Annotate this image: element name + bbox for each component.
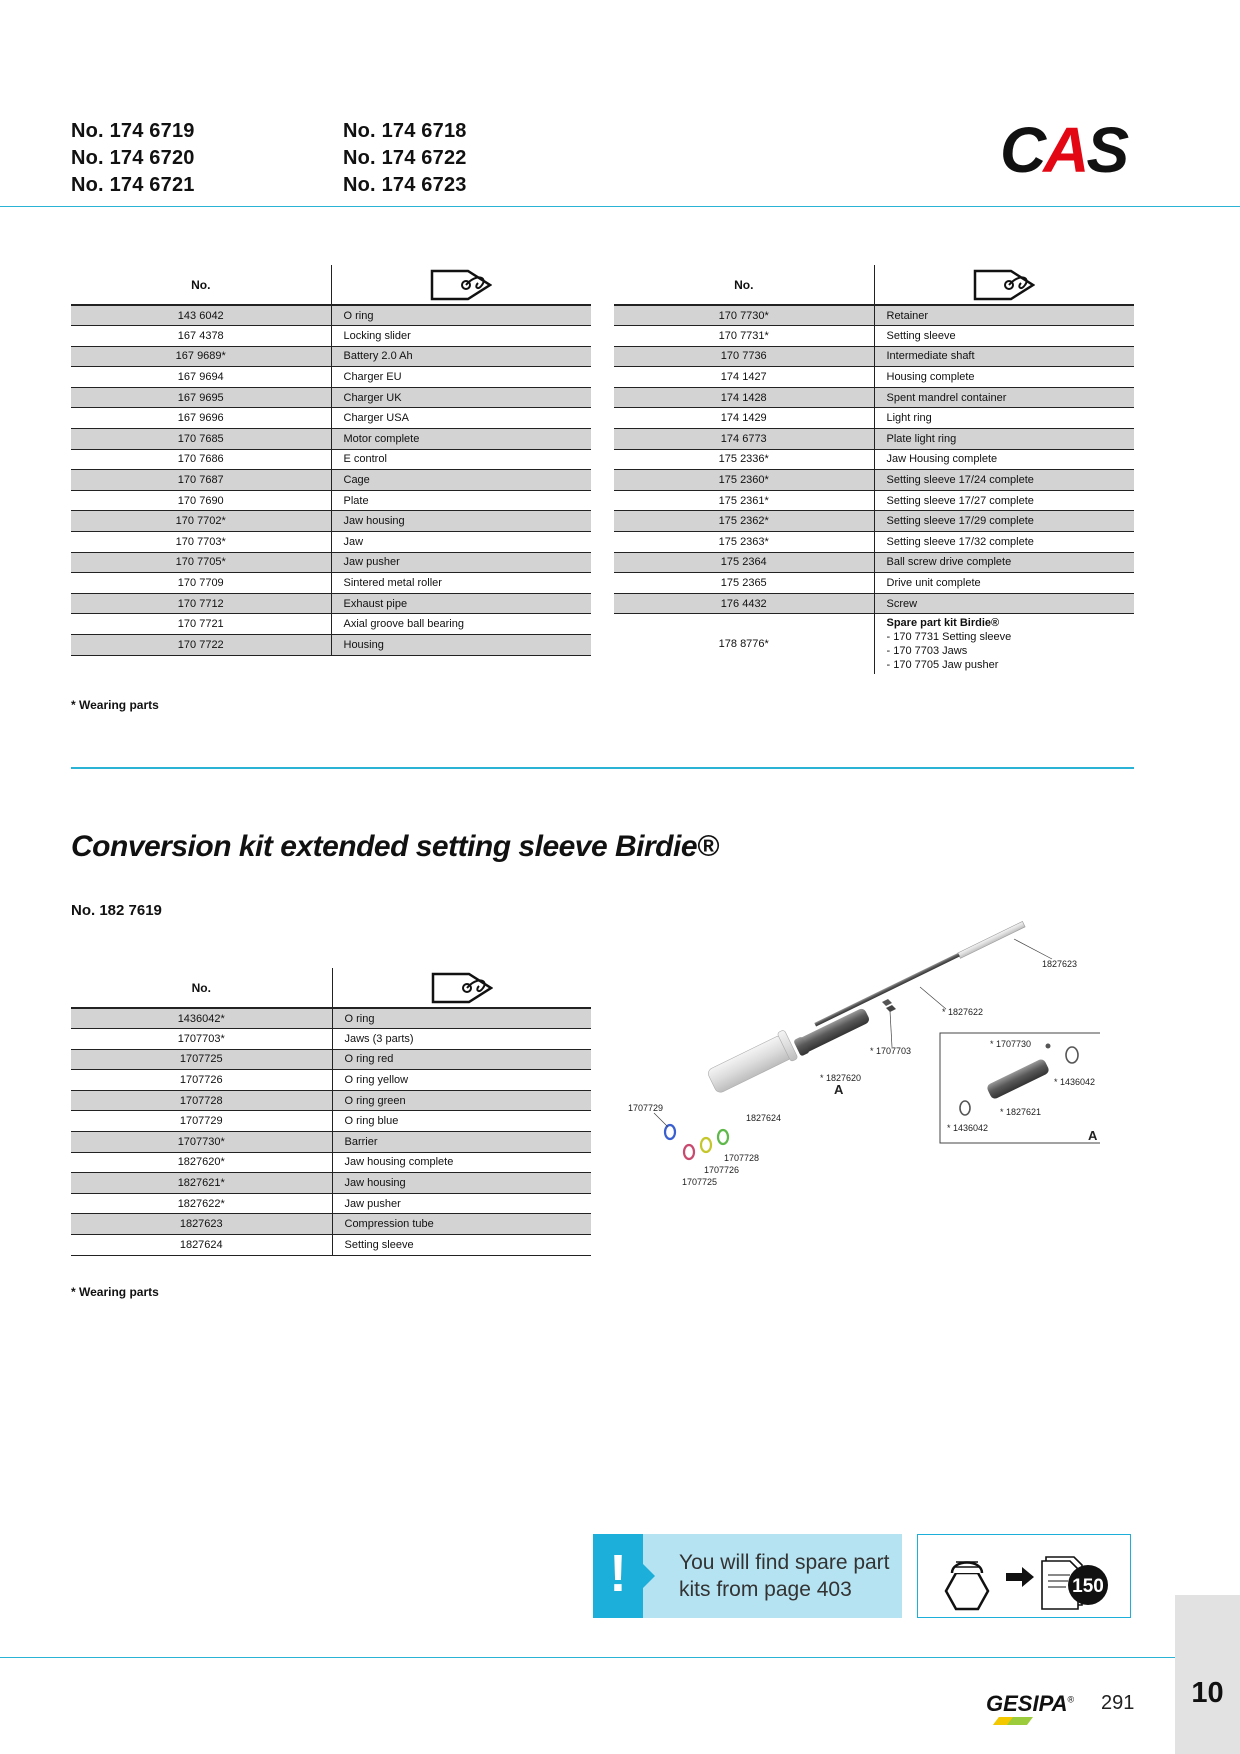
table-row — [614, 305, 1134, 326]
part-number: 170 7686 — [71, 449, 331, 470]
table-row — [71, 1173, 591, 1194]
part-description: Barrier — [332, 1132, 591, 1153]
part-number: 176 4432 — [614, 593, 874, 614]
part-description: O ring red — [332, 1049, 591, 1070]
gesipa-logo: GESIPA® — [986, 1691, 1075, 1716]
reference-page-number: 150 — [1072, 1576, 1104, 1597]
table-row-kit — [614, 614, 1134, 675]
table-row — [71, 367, 591, 388]
article-number: No. 174 6721 — [71, 174, 195, 196]
table-row — [71, 326, 591, 347]
table-row — [71, 593, 591, 614]
part-description: Jaw housing complete — [332, 1152, 591, 1173]
part-number: 170 7702* — [71, 511, 331, 532]
part-number: 170 7712 — [71, 593, 331, 614]
part-description: Axial groove ball bearing — [331, 614, 591, 635]
o-ring-blue-part — [665, 1125, 675, 1139]
table-row — [71, 1152, 591, 1173]
part-number: 170 7709 — [71, 573, 331, 594]
nut-to-catalog-icon — [918, 1535, 1132, 1619]
kit-line: - 170 7731 Setting sleeve — [886, 631, 1012, 644]
part-number: 170 7730* — [614, 305, 874, 326]
table-row — [614, 449, 1134, 470]
table-row — [71, 346, 591, 367]
o-ring-yellow-part — [701, 1138, 711, 1152]
part-number: 1827622* — [71, 1193, 332, 1214]
table-row — [71, 408, 591, 429]
part-number: 1827620* — [71, 1152, 332, 1173]
part-number: 174 6773 — [614, 429, 874, 450]
tag-icon — [431, 972, 493, 1004]
setting-sleeve-part — [705, 1030, 798, 1097]
part-number: 174 1429 — [614, 408, 874, 429]
col-header-description — [874, 265, 1134, 305]
spare-part-kits-info — [593, 1534, 902, 1618]
part-description: Screw — [874, 593, 1134, 614]
part-number: 175 2365 — [614, 573, 874, 594]
table-row — [71, 635, 591, 656]
tag-icon — [973, 269, 1035, 301]
part-number: 143 6042 — [71, 305, 331, 326]
part-number: 170 7685 — [71, 429, 331, 450]
table-row — [71, 470, 591, 491]
part-description: Plate light ring — [874, 429, 1134, 450]
table-row — [71, 1070, 591, 1091]
part-description: Housing — [331, 635, 591, 656]
col-header-no: No. — [71, 265, 331, 305]
part-description: Charger EU — [331, 367, 591, 388]
table-row — [614, 593, 1134, 614]
part-number: 1707703* — [71, 1029, 332, 1050]
barrier-detail-part — [1046, 1044, 1051, 1049]
label-1827624: 1827624 — [746, 1113, 782, 1123]
label-1827623: 1827623 — [1042, 959, 1078, 969]
label-1707726: 1707726 — [704, 1165, 740, 1175]
table-row — [614, 511, 1134, 532]
part-description: Charger USA — [331, 408, 591, 429]
part-number: 175 2361* — [614, 490, 874, 511]
info-arrow — [643, 1564, 655, 1588]
page-number: 291 — [1101, 1692, 1135, 1714]
conversion-kit-table — [71, 968, 591, 1256]
table-row — [71, 490, 591, 511]
article-number: No. 174 6720 — [71, 147, 195, 169]
article-number: No. 174 6719 — [71, 120, 195, 142]
part-description: Setting sleeve 17/32 complete — [874, 532, 1134, 553]
gesipa-logo-stripe — [993, 1717, 1033, 1725]
exclamation-icon: ! — [609, 1545, 627, 1603]
label-1827620: * 1827620 — [820, 1073, 862, 1083]
part-number: 170 7687 — [71, 470, 331, 491]
table-row — [71, 1132, 591, 1153]
part-number: 175 2362* — [614, 511, 874, 532]
part-number: 175 2363* — [614, 532, 874, 553]
part-number: 175 2364 — [614, 552, 874, 573]
table-row — [71, 1090, 591, 1111]
part-description: Locking slider — [331, 326, 591, 347]
part-number: 170 7731* — [614, 326, 874, 347]
jaw-housing-part — [793, 1006, 871, 1056]
label-1707730: * 1707730 — [990, 1039, 1032, 1049]
part-number: 1827621* — [71, 1173, 332, 1194]
tag-icon — [430, 269, 492, 301]
table-row — [71, 1193, 591, 1214]
table-row — [614, 387, 1134, 408]
jaw-pusher-part — [814, 953, 960, 1027]
table-row — [71, 552, 591, 573]
part-description: Intermediate shaft — [874, 346, 1134, 367]
label-1707725: 1707725 — [682, 1177, 718, 1187]
part-number: 170 7705* — [71, 552, 331, 573]
col-header-description — [332, 968, 591, 1008]
part-description: Exhaust pipe — [331, 593, 591, 614]
part-description: Compression tube — [332, 1214, 591, 1235]
part-number: 167 9695 — [71, 387, 331, 408]
part-description: O ring — [331, 305, 591, 326]
o-ring-red-part — [684, 1145, 694, 1159]
jaw-housing-detail-part — [986, 1058, 1051, 1100]
part-description: Drive unit complete — [874, 573, 1134, 594]
part-number: 167 9689* — [71, 346, 331, 367]
o-ring-detail-part — [960, 1101, 970, 1115]
wearing-parts-note: * Wearing parts — [71, 698, 159, 712]
part-description: O ring blue — [332, 1111, 591, 1132]
part-description: Housing complete — [874, 367, 1134, 388]
table-row — [71, 1008, 591, 1029]
info-text: You will find spare part kits from page 403 — [679, 1551, 890, 1601]
o-ring-detail-part — [1066, 1047, 1078, 1063]
article-number: No. 174 6723 — [343, 174, 467, 196]
table-row — [71, 1235, 591, 1256]
label-1827622: * 1827622 — [942, 1007, 984, 1017]
col-header-no: No. — [71, 968, 332, 1008]
part-description: Light ring — [874, 408, 1134, 429]
chapter-tab[interactable] — [1175, 1595, 1240, 1754]
part-description: Setting sleeve 17/24 complete — [874, 470, 1134, 491]
table-row — [71, 573, 591, 594]
part-number: 1707725 — [71, 1049, 332, 1070]
label-1707729: 1707729 — [628, 1103, 664, 1113]
table-row — [71, 1049, 591, 1070]
table-row — [71, 1111, 591, 1132]
part-description: Motor complete — [331, 429, 591, 450]
part-number: 1707729 — [71, 1111, 332, 1132]
part-description: Jaw Housing complete — [874, 449, 1134, 470]
label-1436042: * 1436042 — [1054, 1077, 1096, 1087]
cas-logo: CAS — [1000, 114, 1127, 186]
part-description: Jaw — [331, 532, 591, 553]
part-description: Setting sleeve — [332, 1235, 591, 1256]
table-row — [71, 305, 591, 326]
part-description: Setting sleeve 17/27 complete — [874, 490, 1134, 511]
table-row — [614, 573, 1134, 594]
label-1707703: * 1707703 — [870, 1046, 912, 1056]
table-row — [71, 429, 591, 450]
footer-rule — [0, 1657, 1175, 1658]
article-number: No. 174 6722 — [343, 147, 467, 169]
part-number: 170 7736 — [614, 346, 874, 367]
part-number: 1707726 — [71, 1070, 332, 1091]
article-numbers — [71, 120, 583, 197]
table-row — [614, 367, 1134, 388]
part-description: Jaws (3 parts) — [332, 1029, 591, 1050]
table-row — [614, 429, 1134, 450]
part-number: 1827623 — [71, 1214, 332, 1235]
kit-description — [874, 614, 1134, 675]
part-description: Battery 2.0 Ah — [331, 346, 591, 367]
part-description: Setting sleeve — [874, 326, 1134, 347]
part-number: 1707730* — [71, 1132, 332, 1153]
part-number: 1436042* — [71, 1008, 332, 1029]
part-number: 170 7703* — [71, 532, 331, 553]
part-description: Charger UK — [331, 387, 591, 408]
chapter-number: 10 — [1191, 1677, 1224, 1709]
part-description: Cage — [331, 470, 591, 491]
kit-line: - 170 7703 Jaws — [886, 645, 968, 658]
part-number: 1707728 — [71, 1090, 332, 1111]
part-number: 1827624 — [71, 1235, 332, 1256]
part-number: 170 7721 — [71, 614, 331, 635]
part-description: Spent mandrel container — [874, 387, 1134, 408]
table-row — [614, 470, 1134, 491]
part-description: Jaw pusher — [331, 552, 591, 573]
section-article-number: No. 182 7619 — [71, 902, 162, 919]
section-title: Conversion kit extended setting sleeve Birdie® — [71, 830, 719, 863]
table-row — [71, 1029, 591, 1050]
table-row — [71, 614, 591, 635]
kit-line: - 170 7705 Jaw pusher — [886, 659, 999, 672]
kit-title: Spare part kit Birdie® — [886, 617, 1000, 630]
part-description: O ring — [332, 1008, 591, 1029]
part-number: 175 2360* — [614, 470, 874, 491]
parts-table-right — [614, 265, 1134, 674]
table-row — [614, 532, 1134, 553]
header-rule — [0, 206, 1240, 207]
wearing-parts-note: * Wearing parts — [71, 1285, 159, 1299]
col-header-no: No. — [614, 265, 874, 305]
label-1827621: * 1827621 — [1000, 1107, 1042, 1117]
parts-table-left — [71, 265, 591, 656]
part-description: Jaw housing — [331, 511, 591, 532]
table-row — [614, 490, 1134, 511]
part-description: E control — [331, 449, 591, 470]
part-description: Setting sleeve 17/29 complete — [874, 511, 1134, 532]
part-number: 170 7690 — [71, 490, 331, 511]
table-row — [71, 532, 591, 553]
label-1436042: * 1436042 — [947, 1123, 989, 1133]
part-number: 174 1428 — [614, 387, 874, 408]
article-number: No. 174 6718 — [343, 120, 467, 142]
part-description: O ring green — [332, 1090, 591, 1111]
page-reference-box — [917, 1534, 1131, 1618]
label-1707728: 1707728 — [724, 1153, 760, 1163]
label-a: A — [834, 1082, 844, 1097]
exploded-parts-diagram — [620, 915, 1100, 1195]
part-number: 167 4378 — [71, 326, 331, 347]
part-description: Jaw pusher — [332, 1193, 591, 1214]
table-row — [614, 408, 1134, 429]
part-description: Retainer — [874, 305, 1134, 326]
jaws-part — [882, 999, 896, 1012]
o-ring-green-part — [718, 1130, 728, 1144]
table-row — [614, 552, 1134, 573]
table-row — [71, 387, 591, 408]
part-description: Ball screw drive complete — [874, 552, 1134, 573]
table-row — [71, 449, 591, 470]
part-number: 167 9694 — [71, 367, 331, 388]
table-row — [614, 346, 1134, 367]
table-row — [614, 326, 1134, 347]
table-row — [71, 511, 591, 532]
part-description: O ring yellow — [332, 1070, 591, 1091]
label-a-detail: A — [1088, 1128, 1098, 1143]
part-number: 175 2336* — [614, 449, 874, 470]
table-row — [71, 1214, 591, 1235]
section-rule — [71, 767, 1134, 769]
part-description: Jaw housing — [332, 1173, 591, 1194]
part-number: 170 7722 — [71, 635, 331, 656]
part-description: Plate — [331, 490, 591, 511]
part-number: 167 9696 — [71, 408, 331, 429]
kit-number: 178 8776* — [614, 614, 874, 675]
part-number: 174 1427 — [614, 367, 874, 388]
part-description: Sintered metal roller — [331, 573, 591, 594]
col-header-description — [331, 265, 591, 305]
